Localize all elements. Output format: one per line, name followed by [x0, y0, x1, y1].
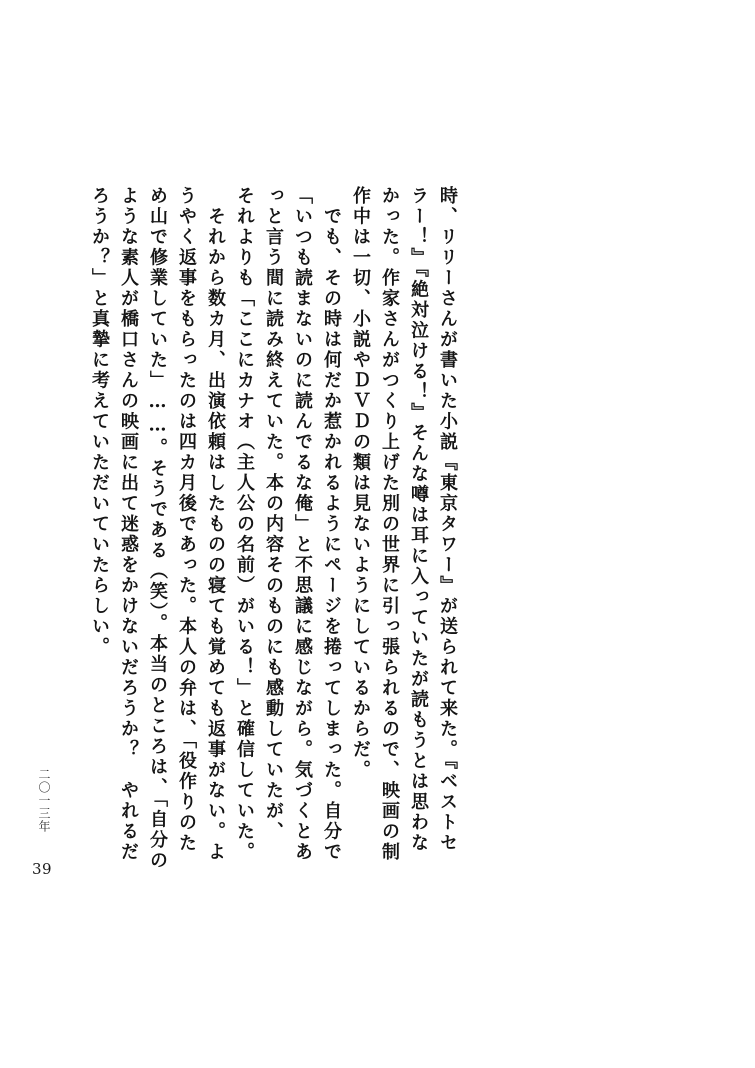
text-column-13: ろうか？」と真摯に考えていただいていたらしい。 — [89, 186, 110, 658]
text-column-8: それよりも「ここにカナオ（主人公の名前）がいる！」と確信していた。 — [234, 186, 255, 863]
text-column-1: 時、リリーさんが書いた小説『東京タワー』が送られて来た。『ベストセ — [437, 186, 458, 854]
text-column-6: 「いつも読まないのに読んでるな俺」と不思議に感じながら。気づくとあ — [292, 186, 313, 863]
text-column-3: かった。作家さんがつくり上げた別の世界に引っ張られるので、映画の制 — [379, 186, 400, 863]
text-column-12: ような素人が橋口さんの映画に出て迷惑をかけないだろうか？ やれるだ — [118, 186, 139, 863]
text-column-11: め山で修業していた」……。そうである（笑）。本当のところは、「自分の — [147, 186, 168, 871]
page-number: 39 — [32, 860, 53, 878]
body-text — [89, 186, 462, 871]
running-head-year: 二〇一三年 — [37, 768, 51, 833]
text-column-9: それから数カ月、出演依頼はしたものの寝ても覚めても返事がない。よ — [205, 186, 226, 863]
text-column-10: うやく返事をもらったのは四カ月後であった。本人の弁は、「役作りのた — [176, 186, 197, 854]
text-column-2: ラー！』『絶対泣ける！』そんな噂は耳に入っていたが読もうとは思わな — [408, 186, 429, 854]
text-column-4: 作中は一切、小説やＤＶＤの類は見ないようにしているからだ。 — [350, 186, 371, 781]
text-column-7: っと言う間に読み終えていた。本の内容そのものにも感動していたが、 — [263, 186, 284, 842]
text-column-5: でも、その時は何だか惹かれるようにページを捲ってしまった。自分で — [321, 186, 342, 863]
